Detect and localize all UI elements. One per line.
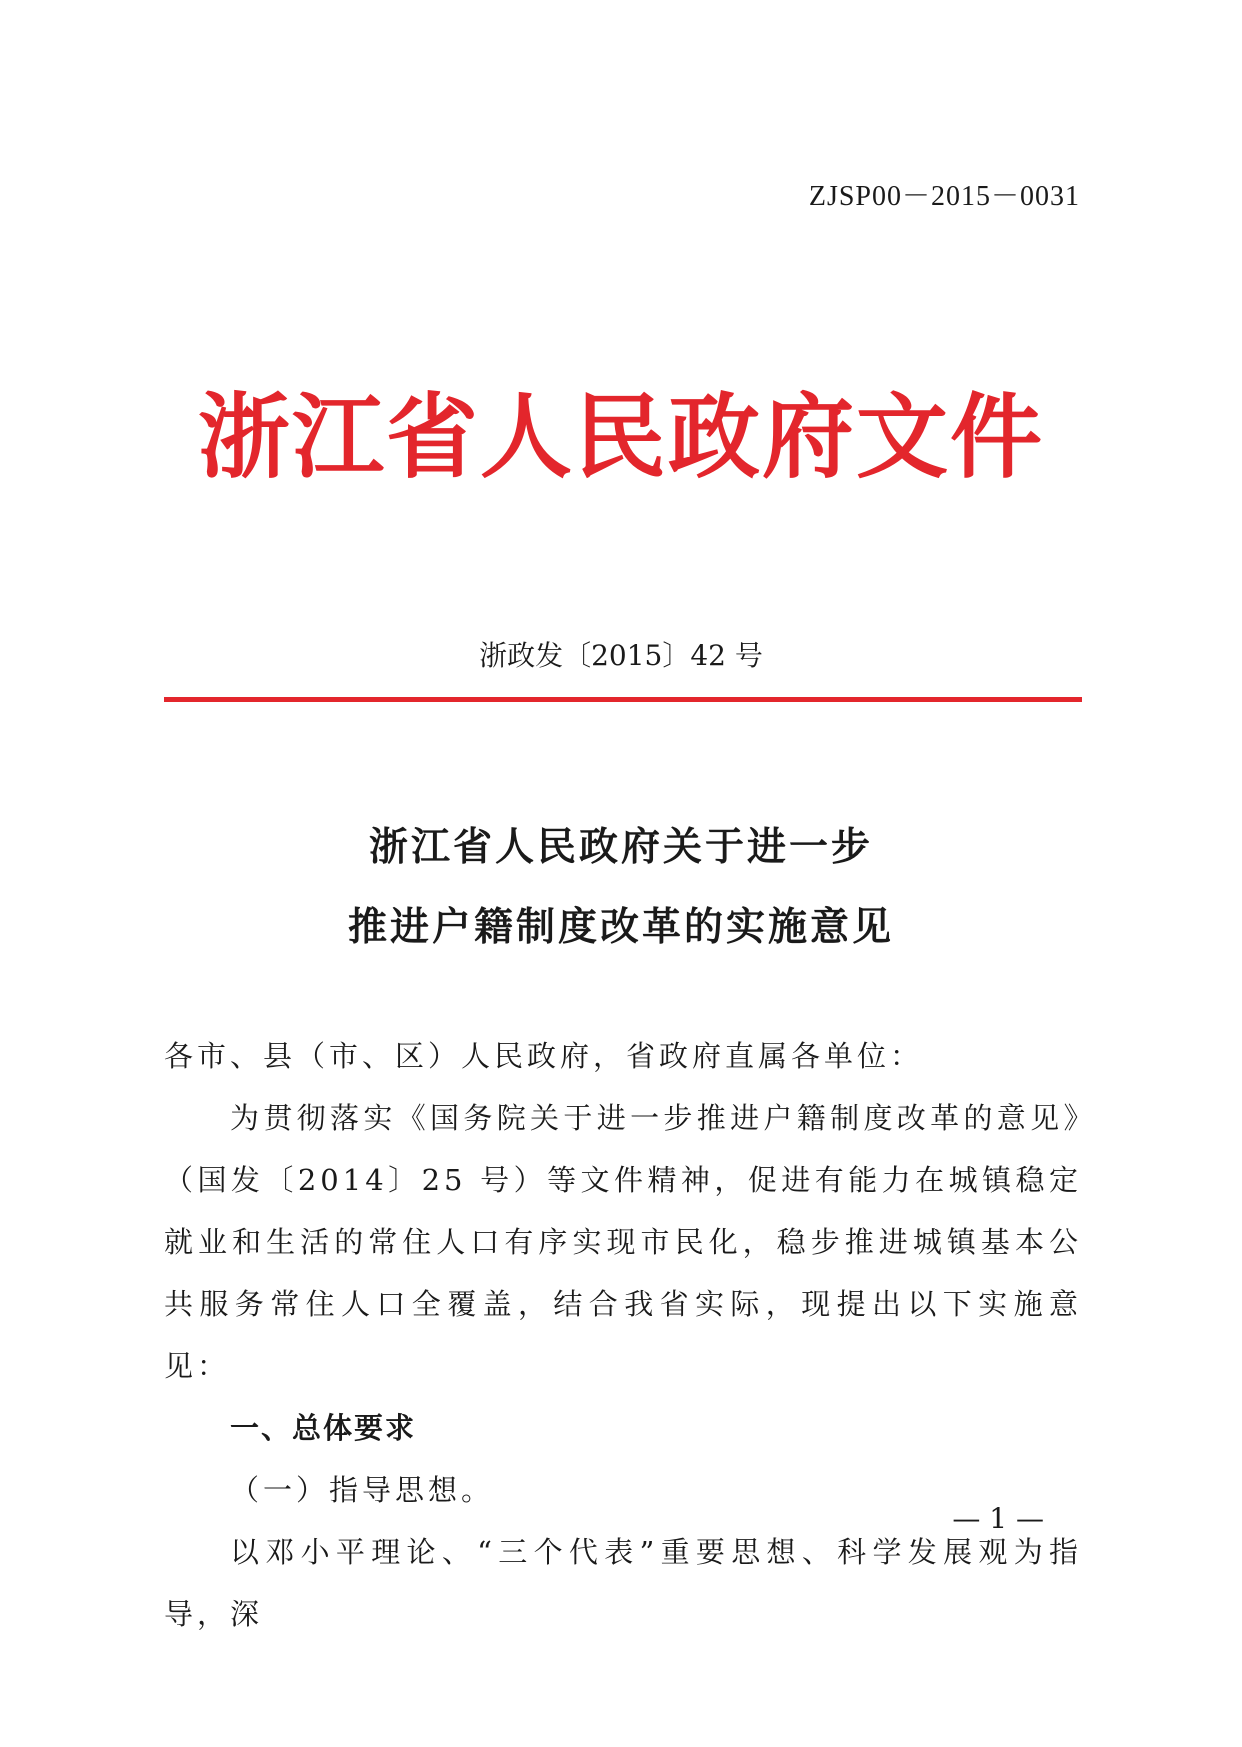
- intro-paragraph: 为贯彻落实《国务院关于进一步推进户籍制度改革的意见》（国发〔2014〕25 号）等文件精神，促进有能力在城镇稳定就业和生活的常住人口有序实现市民化，稳步推进城镇基本公共服务常住人口全覆盖，结合我省实际，现提出以下实施意见：: [164, 1101, 1082, 1383]
- title-line-2: 推进户籍制度改革的实施意见: [347, 905, 894, 950]
- title-line-1: 浙江省人民政府关于进一步: [368, 825, 873, 870]
- page-number: — 1 —: [952, 1502, 1044, 1535]
- document-body: [164, 1025, 1082, 1645]
- document-number: 浙政发〔2015〕42 号: [479, 639, 763, 672]
- masthead-title: 浙江省人民政府文件: [197, 384, 1044, 491]
- subsection-heading: （一）指导思想。: [230, 1473, 495, 1507]
- document-title: [0, 808, 1242, 968]
- red-separator-line: [164, 697, 1082, 702]
- body-paragraph: 以邓小平理论、“三个代表”重要思想、科学发展观为指导，深: [164, 1535, 1082, 1631]
- section-heading: 一、总体要求: [230, 1411, 417, 1445]
- document-code: ZJSP00－2015－0031: [808, 181, 1080, 212]
- salutation: 各市、县（市、区）人民政府，省政府直属各单位：: [164, 1039, 924, 1073]
